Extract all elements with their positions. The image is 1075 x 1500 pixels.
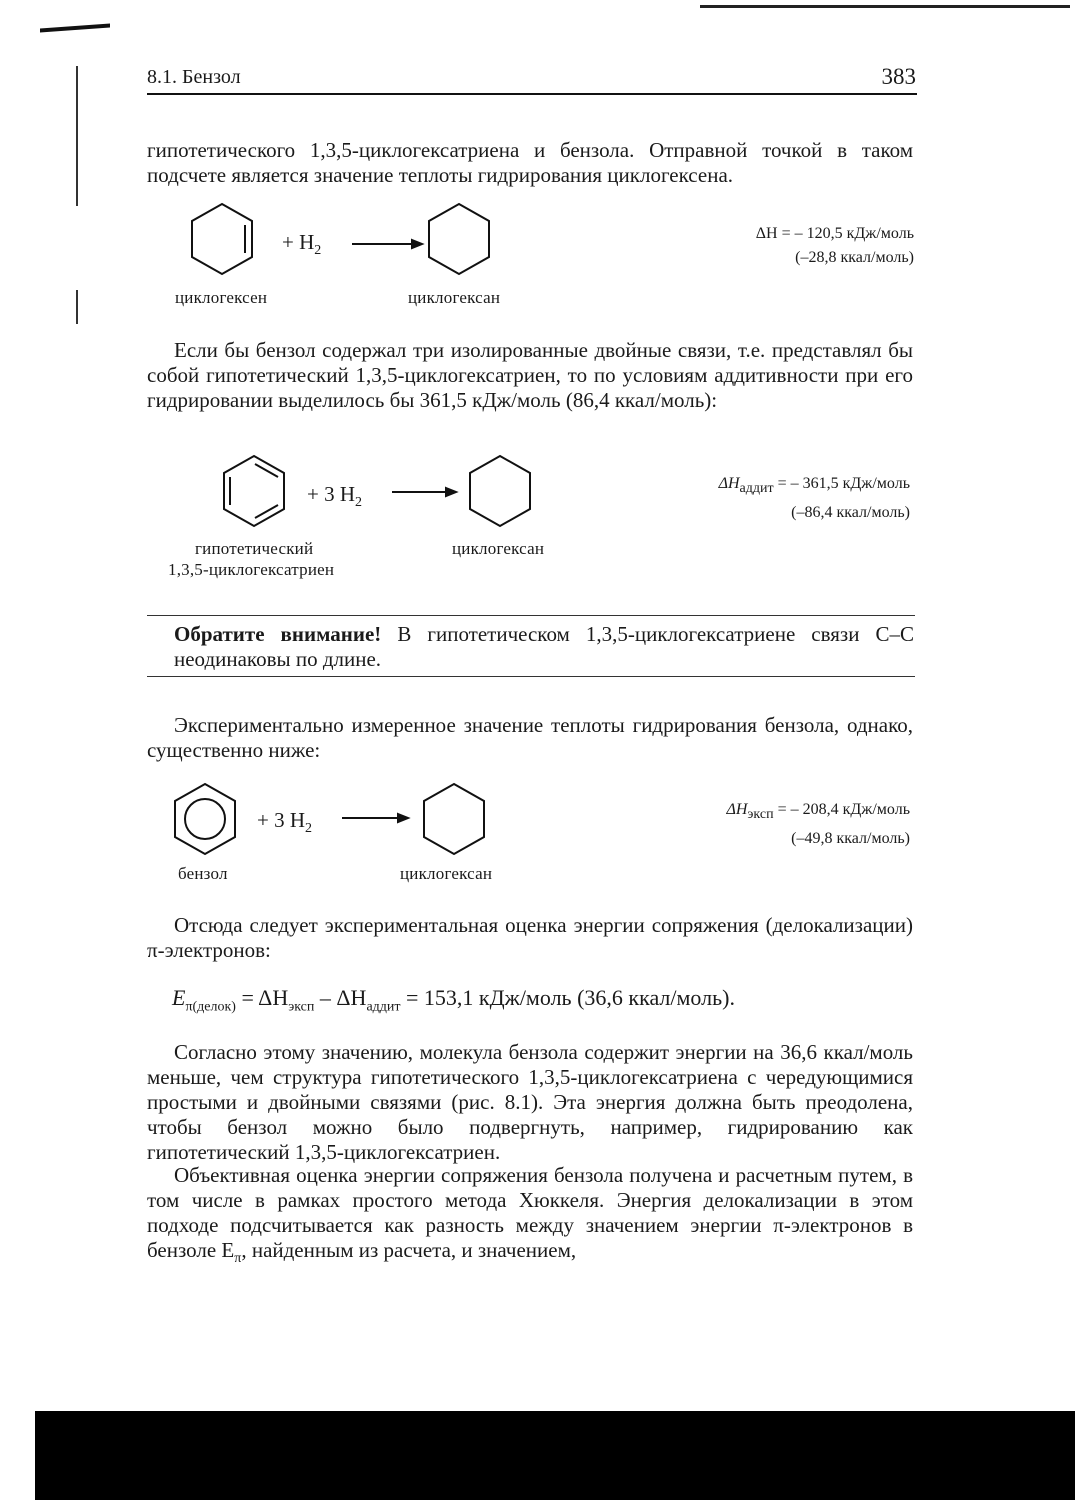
arrow-head bbox=[398, 814, 408, 822]
scheme-2-enthalpy: $\Delta H_{аддит}$ = – 361,5 кДж/моль (–86,4 ккал/моль) bbox=[718, 475, 910, 522]
cyclohexane-ring bbox=[470, 456, 530, 526]
note-bottom-rule bbox=[147, 676, 915, 677]
cyclohexene-ring bbox=[192, 204, 252, 274]
page-number: 383 bbox=[881, 64, 916, 89]
scan-margin-line bbox=[76, 66, 78, 206]
scan-top-line bbox=[700, 5, 1070, 8]
cyclohexatriene-ring bbox=[224, 456, 284, 526]
scan-bottom-bar bbox=[35, 1411, 1075, 1500]
cyclohexane-label-2: циклогексан bbox=[452, 539, 545, 558]
cyclohexane-label-3: циклогексан bbox=[400, 864, 493, 883]
double-bond-3 bbox=[255, 505, 278, 518]
paragraph-6: Объективная оценка энергии сопряжения бензола получена и расчетным путем, в том числе в рамках простого метода Хюккеля. Энергия делокализации в этом подходе подсчитывается как разность между значением энергии π-электронов в бензоле $E_\pi$, найденным из расчета, и значением, bbox=[147, 1163, 913, 1267]
benzene-label: бензол bbox=[178, 864, 228, 883]
cyclohexane-ring bbox=[429, 204, 489, 274]
double-bond-2 bbox=[255, 464, 278, 477]
paragraph-3: Экспериментально измеренное значение теплоты гидрирования бензола, однако, существенно ниже: bbox=[147, 713, 913, 762]
scheme-3-enthalpy: $\Delta H_{эксп}$ = – 208,4 кДж/моль (–49,8 ккал/моль) bbox=[726, 801, 910, 848]
scheme-1-reagent: + $H_2$ bbox=[282, 230, 322, 259]
cyclohexatriene-label-1: гипотетический bbox=[195, 539, 314, 558]
running-head: 8.1. Бензол bbox=[147, 66, 241, 88]
header-rule bbox=[147, 93, 917, 95]
note-top-rule bbox=[147, 615, 915, 616]
paragraph-5: Согласно этому значению, молекула бензола содержит энергии на 36,6 ккал/моль меньше, чем структура гипотетического 1,3,5-циклогексатриена с чередующимися простыми и двойными связями (рис. 8.1). Эта энергия должна быть преодолена, чтобы бензол можно было подвергнуть, например, гидрированию как гипотетический 1,3,5-циклогексатриен. bbox=[147, 1040, 913, 1164]
scan-margin-line bbox=[76, 290, 78, 324]
arrow-head bbox=[412, 240, 422, 248]
scheme-2-reagent: + 3 $H_2$ bbox=[307, 482, 363, 511]
paragraph-2: Если бы бензол содержал три изолированные двойные связи, т.е. представлял бы собой гипотетический 1,3,5-циклогексатриен, то по условиям аддитивности при его гидрировании выделилось бы 361,5 кДж/моль (86,4 ккал/моль): bbox=[147, 338, 913, 412]
arrow-head bbox=[446, 488, 456, 496]
paragraph-1: гипотетического 1,3,5-циклогексатриена и бензола. Отправной точкой в таком подсчете является значение теплоты гидрирования циклогексена. bbox=[147, 138, 913, 187]
scheme-1-enthalpy: ΔH = – 120,5 кДж/моль (–28,8 ккал/моль) bbox=[755, 225, 914, 266]
scan-mark bbox=[40, 24, 110, 33]
cyclohexane-label: циклогексан bbox=[408, 288, 501, 307]
attention-note: Обратите внимание! В гипотетическом 1,3,5-циклогексатриене связи С–С неодинаковы по длине. bbox=[174, 622, 914, 671]
cyclohexatriene-label-2: 1,3,5-циклогексатриен bbox=[168, 560, 335, 579]
cyclohexane-ring bbox=[424, 784, 484, 854]
scheme-2-structures bbox=[210, 452, 550, 542]
benzene-aromatic-circle bbox=[185, 799, 225, 839]
scheme-3-structures bbox=[170, 780, 500, 870]
scheme-3-reagent: + 3 $H_2$ bbox=[257, 808, 313, 837]
paragraph-4: Отсюда следует экспериментальная оценка энергии сопряжения (делокализации) π-электронов: bbox=[147, 913, 913, 962]
delocalization-energy-formula: $E_{\pi(делок)} = \Delta H_{эксп} - \Delta H_{аддит} = 153,1$ кДж/моль (36,6 ккал/моль). bbox=[172, 985, 735, 1015]
cyclohexene-label: циклогексен bbox=[175, 288, 268, 307]
scheme-1-structures bbox=[180, 200, 510, 290]
